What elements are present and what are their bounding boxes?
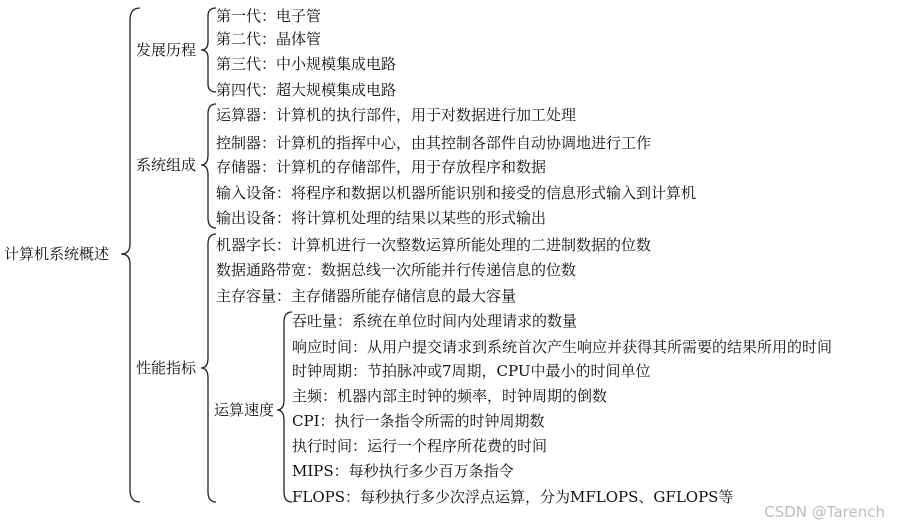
performance-label: 性能指标 — [136, 359, 197, 377]
history-item-2: 第二代：晶体管 — [216, 30, 322, 48]
composition-label: 系统组成 — [136, 156, 197, 174]
history-item-3: 第三代：中小规模集成电路 — [216, 55, 397, 73]
speed-item-mips: MIPS：每秒执行多少百万条指令 — [292, 462, 514, 480]
history-item-1: 第一代：电子管 — [216, 7, 322, 25]
composition-item-output: 输出设备：将计算机处理的结果以某些的形式输出 — [216, 209, 547, 227]
speed-item-response-time: 响应时间：从用户提交请求到系统首次产生响应并获得其所需要的结果所用的时间 — [292, 338, 833, 356]
composition-item-alu: 运算器：计算机的执行部件，用于对数据进行加工处理 — [216, 106, 577, 124]
performance-item-word-length: 机器字长：计算机进行一次整数运算所能处理的二进制数据的位数 — [216, 236, 652, 254]
composition-brace — [201, 104, 216, 228]
composition-item-input: 输入设备：将程序和数据以机器所能识别和接受的信息形式输入到计算机 — [216, 184, 697, 202]
speed-item-flops: FLOPS：每秒执行多少次浮点运算，分为MFLOPS、GFLOPS等 — [292, 488, 734, 506]
speed-item-frequency: 主频：机器内部主时钟的频率，时钟周期的倒数 — [292, 387, 608, 405]
speed-label: 运算速度 — [214, 401, 275, 419]
history-brace — [201, 8, 216, 92]
speed-item-execution-time: 执行时间：运行一个程序所花费的时间 — [292, 437, 548, 455]
performance-brace — [201, 234, 216, 502]
history-label: 发展历程 — [136, 41, 197, 59]
speed-item-cpi: CPI：执行一条指令所需的时钟周期数 — [292, 412, 545, 430]
performance-item-capacity: 主存容量：主存储器所能存储信息的最大容量 — [216, 287, 517, 305]
root-label: 计算机系统概述 — [4, 245, 110, 263]
history-item-4: 第四代：超大规模集成电路 — [216, 81, 397, 99]
composition-item-memory: 存储器：计算机的存储部件，用于存放程序和数据 — [216, 158, 547, 176]
composition-item-controller: 控制器：计算机的指挥中心，由其控制各部件自动协调地进行工作 — [216, 134, 652, 152]
performance-item-bandwidth: 数据通路带宽：数据总线一次所能并行传递信息的位数 — [216, 261, 577, 279]
speed-item-clock-cycle: 时钟周期：节拍脉冲或7周期，CPU中最小的时间单位 — [292, 362, 651, 380]
watermark: CSDN @Tarench — [764, 503, 885, 521]
speed-brace — [277, 312, 292, 502]
speed-item-throughput: 吞吐量：系统在单位时间内处理请求的数量 — [292, 312, 578, 330]
root-brace — [121, 8, 140, 502]
